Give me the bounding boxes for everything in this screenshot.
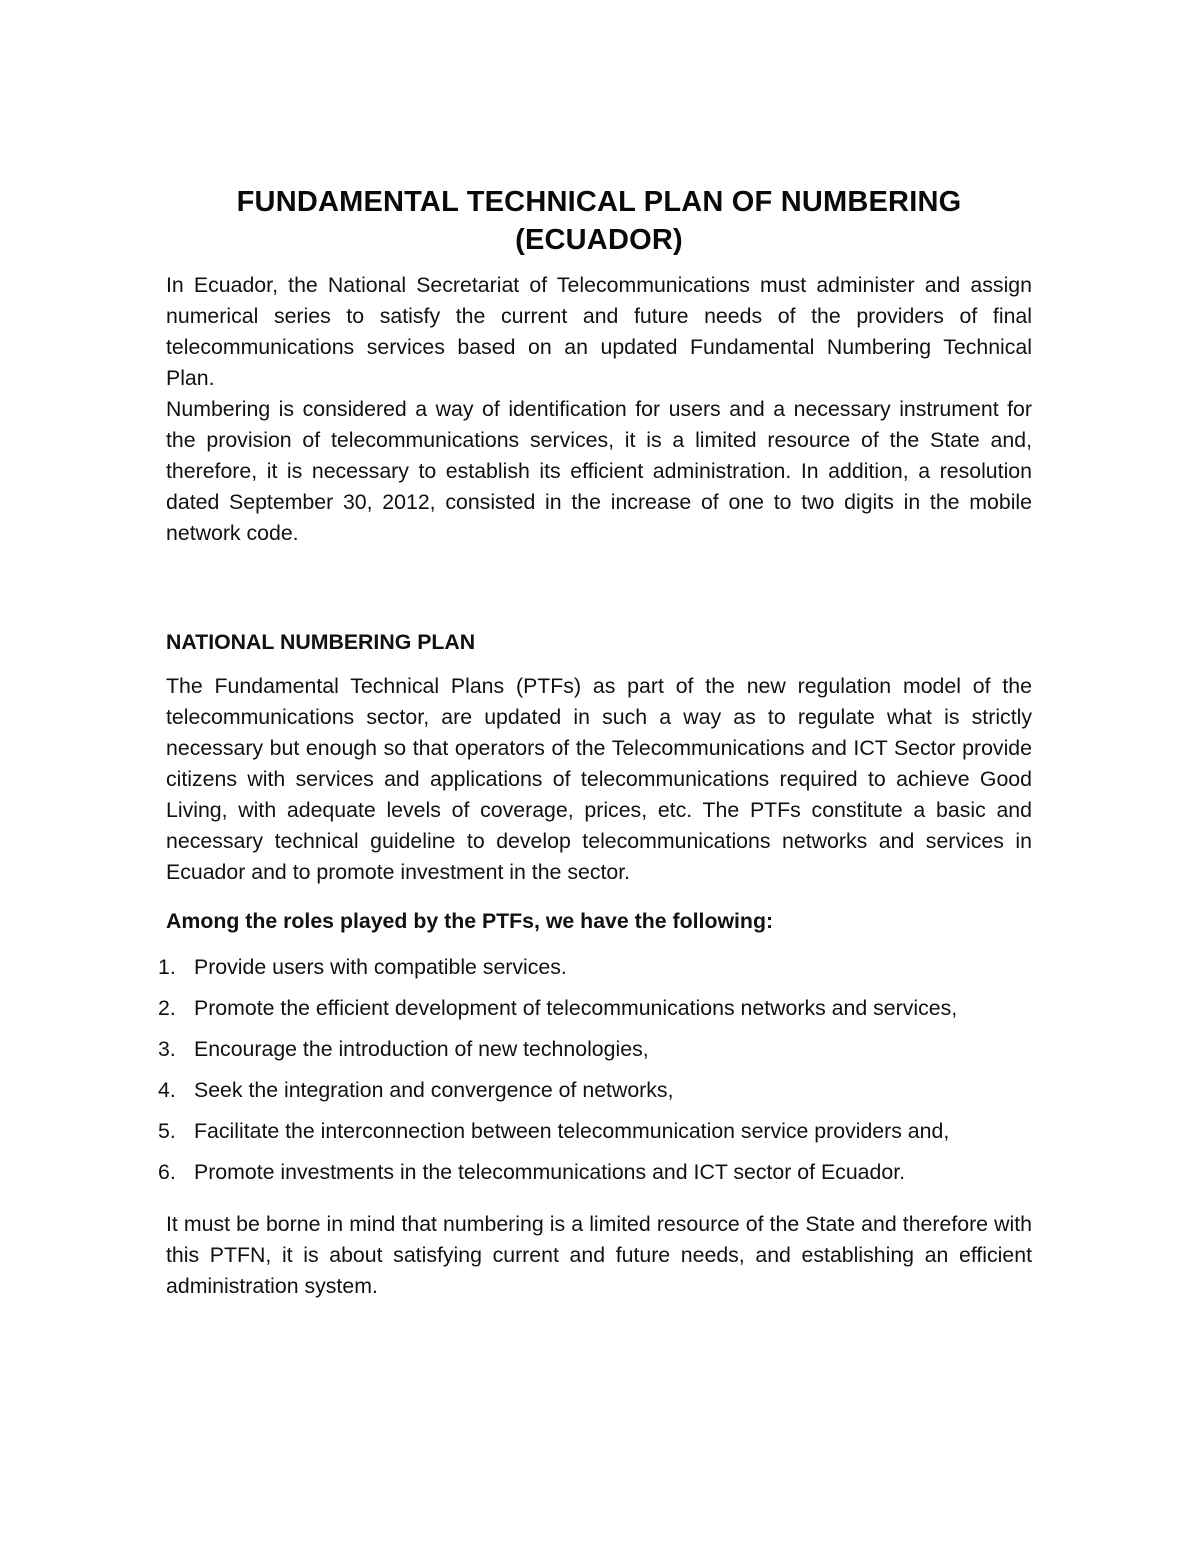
list-item-text: Facilitate the interconnection between telecommunication service providers and, (194, 1119, 950, 1143)
intro-paragraph-1: In Ecuador, the National Secretariat of Telecommunications must administer and assign numerical series to satisfy the current and future needs of the providers of final telecommunications services based on an updated Fundamental Numbering Technical Plan. (166, 273, 1032, 390)
title-line-2: (ECUADOR) (515, 224, 683, 256)
list-item-number: 2. (158, 996, 176, 1020)
list-item-number: 1. (158, 955, 176, 979)
list-item-text: Promote the efficient development of telecommunications networks and services, (194, 996, 958, 1020)
list-item (158, 1152, 1032, 1193)
list-item-number: 3. (158, 1037, 176, 1061)
list-item (158, 988, 1032, 1029)
list-item (158, 1070, 1032, 1111)
list-item-number: 5. (158, 1119, 176, 1143)
document-title (166, 183, 1032, 259)
list-item (158, 947, 1032, 988)
list-item-number: 6. (158, 1160, 176, 1184)
list-item-text: Seek the integration and convergence of networks, (194, 1078, 674, 1102)
section-heading: NATIONAL NUMBERING PLAN (166, 630, 476, 654)
list-item-text: Provide users with compatible services. (194, 955, 567, 979)
roles-heading: Among the roles played by the PTFs, we have the following: (166, 909, 774, 933)
intro-paragraph-2: Numbering is considered a way of identification for users and a necessary instrument for the provision of telecommunications services, it is a limited resource of the State and, therefore, it is necessary to establish its efficient administration. In addition, a resolution dated September 30, 2012, consisted in the increase of one to two digits in the mobile network code. (166, 397, 1032, 545)
section-paragraph: The Fundamental Technical Plans (PTFs) as part of the new regulation model of the telecommunications sector, are updated in such a way as to regulate what is strictly necessary but enough so that operators of the Telecommunications and ICT Sector provide citizens with services and applications of telecommunications required to achieve Good Living, with adequate levels of coverage, prices, etc. The PTFs constitute a basic and necessary technical guideline to develop telecommunications networks and services in Ecuador and to promote investment in the sector. (166, 674, 1032, 884)
list-item (158, 1111, 1032, 1152)
list-item-number: 4. (158, 1078, 176, 1102)
closing-paragraph: It must be borne in mind that numbering is a limited resource of the State and therefore with this PTFN, it is about satisfying current and future needs, and establishing an efficient administration system. (166, 1212, 1032, 1298)
title-line-1: FUNDAMENTAL TECHNICAL PLAN OF NUMBERING (236, 186, 962, 218)
list-item-text: Encourage the introduction of new technologies, (194, 1037, 649, 1061)
list-item-text: Promote investments in the telecommunications and ICT sector of Ecuador. (194, 1160, 906, 1184)
roles-list (158, 947, 1032, 1193)
list-item (158, 1029, 1032, 1070)
